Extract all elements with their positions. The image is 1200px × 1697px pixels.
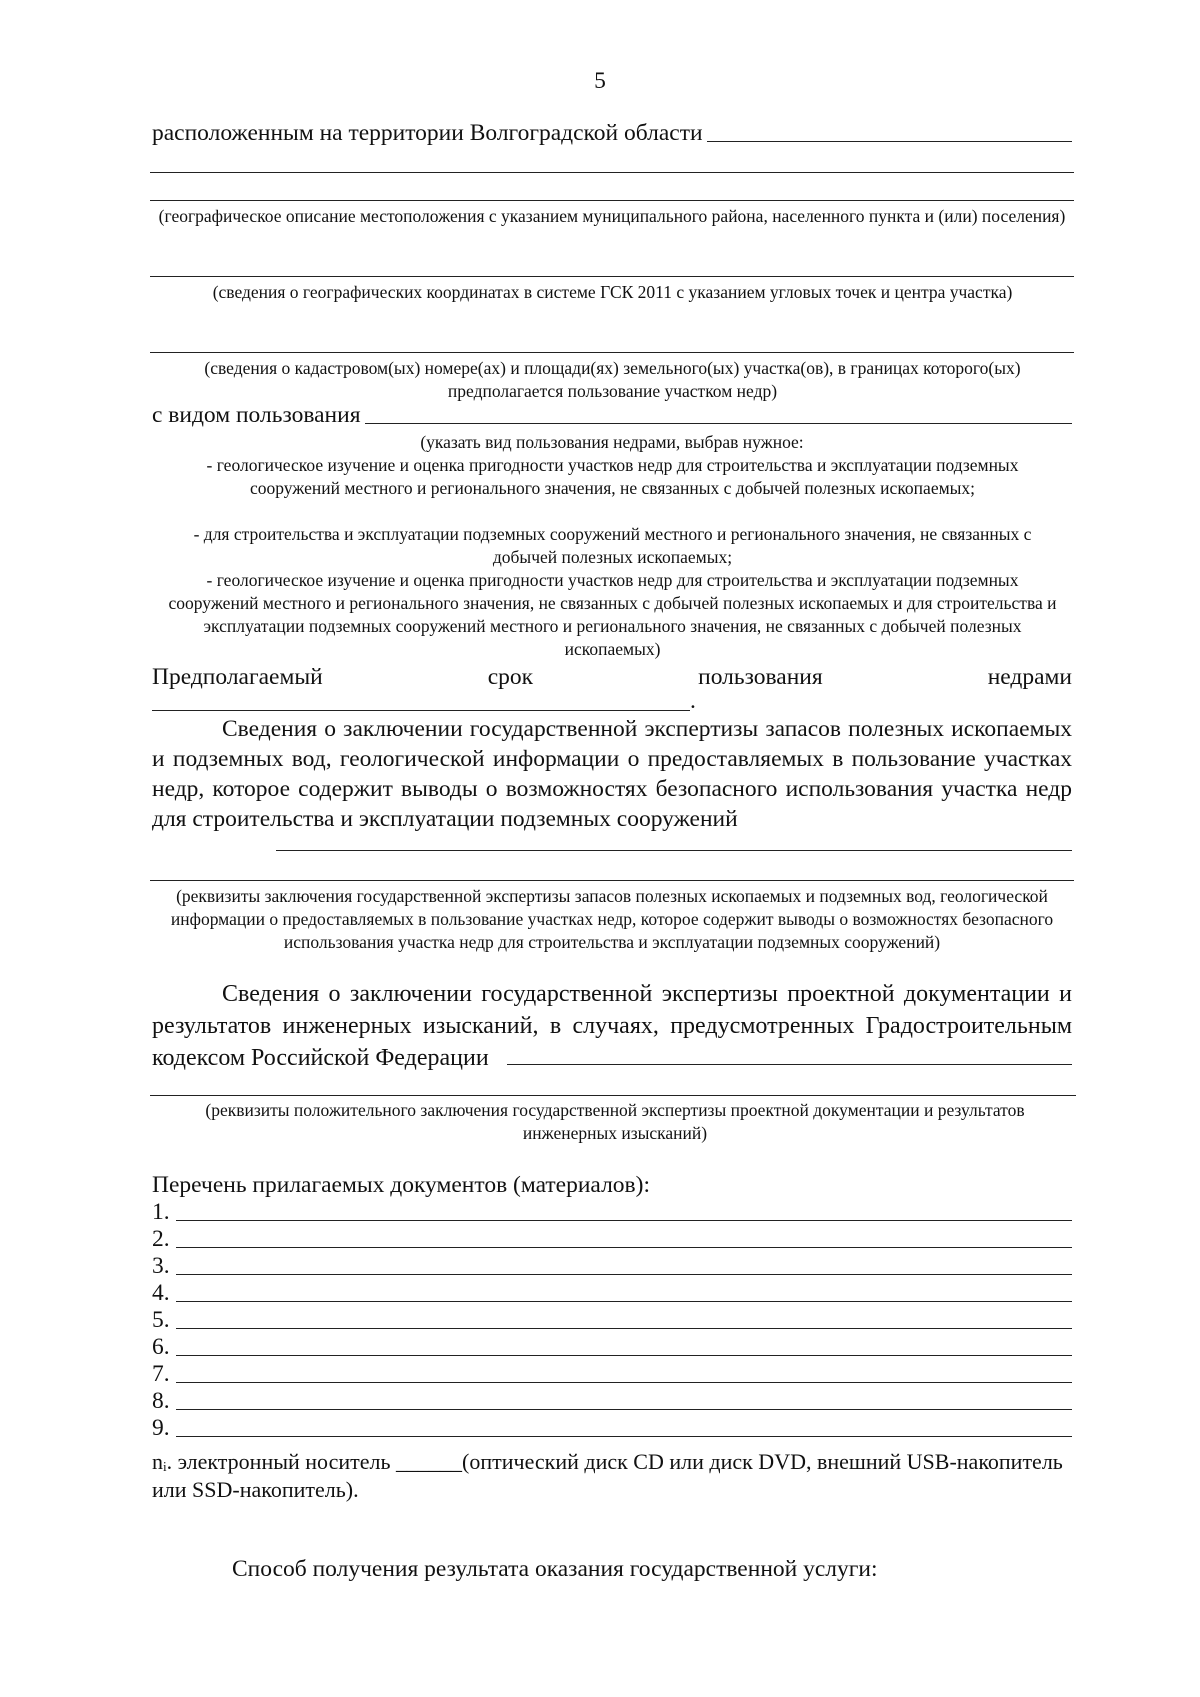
usage-lead: с видом пользования — [152, 402, 361, 428]
expertise-reserves-fill-line[interactable] — [276, 850, 1072, 851]
geo-caption: (географическое описание местоположения с указанием муниципального района, населенного пункта и (или) поселения) — [158, 206, 1066, 226]
document-item-5[interactable] — [152, 1307, 1072, 1334]
usage-option-1: - геологическое изучение и оценка пригодности участков недр для строительства и эксплуатации подземных сооружений местного и регионального значения, не связанных с добычей полезных ископаемых; — [206, 455, 1019, 498]
expertise-project-fill-line[interactable] — [507, 1064, 1072, 1065]
usage-option-3: - геологическое изучение и оценка пригодности участков недр для строительства и эксплуатации подземных сооружений местного и регионального значения, не связанных с добычей полезных ископаемых и для строительства и эксплуатации подземных сооружений местного и регионального значения, не связанных с добычей полезных ископаемых) — [168, 570, 1057, 659]
usage-caption-head: (указать вид пользования недрами, выбрав нужное: — [420, 432, 804, 452]
document-item-6[interactable] — [152, 1334, 1072, 1361]
term-word-2: срок — [487, 664, 534, 690]
usage-option-2: - для строительства и эксплуатации подземных сооружений местного и регионального значения, не связанных с добычей полезных ископаемых; — [193, 524, 1032, 567]
expertise-reserves-caption: (реквизиты заключения государственной экспертизы запасов полезных ископаемых и подземных вод, геологической информации о предоставляемых в пользование участках недр, которое содержит выводы о возможностях безопасного использования участка недр для строительства и эксплуатации подземных сооружений) — [170, 886, 1054, 952]
document-item-line[interactable] — [176, 1247, 1072, 1248]
expertise-reserves-text — [152, 714, 1072, 834]
expertise-project-line-2[interactable] — [150, 1095, 1076, 1096]
term-word-1: Предполагаемый — [152, 664, 323, 690]
document-item-number: 3. — [152, 1253, 170, 1279]
document-item-line[interactable] — [176, 1220, 1072, 1221]
location-lead: расположенным на территории Волгоградской области — [152, 120, 703, 146]
location-line-2[interactable] — [150, 172, 1074, 173]
expertise-reserves-line-2[interactable] — [150, 880, 1074, 881]
coords-line[interactable] — [150, 276, 1074, 277]
page-number: 5 — [594, 68, 606, 94]
expertise-project-caption: (реквизиты положительного заключения государственной экспертизы проектной документации и результатов инженерных изысканий) — [205, 1100, 1025, 1143]
expertise-project-text-content: Сведения о заключении государственной экспертизы проектной документации и результатов инженерных изысканий, в случаях, предусмотренных Градостроительным кодексом Российской Федерации — [152, 981, 1072, 1071]
document-item-9[interactable] — [152, 1415, 1072, 1442]
term-row — [152, 662, 1072, 692]
document-item-number: 4. — [152, 1280, 170, 1306]
result-method-title: Способ получения результата оказания государственной услуги: — [232, 1556, 878, 1582]
document-item-line[interactable] — [176, 1409, 1072, 1410]
document-item-1[interactable] — [152, 1199, 1072, 1226]
document-item-8[interactable] — [152, 1388, 1072, 1415]
location-fill-line[interactable] — [707, 141, 1072, 142]
document-item-3[interactable] — [152, 1253, 1072, 1280]
location-row — [152, 118, 1072, 148]
document-item-line[interactable] — [176, 1382, 1072, 1383]
document-item-line[interactable] — [176, 1274, 1072, 1275]
document-item-number: 7. — [152, 1361, 170, 1387]
document-item-number: 1. — [152, 1199, 170, 1225]
expertise-project-text — [152, 978, 1072, 1074]
term-word-3: пользования — [698, 664, 823, 690]
usage-row — [152, 400, 1072, 430]
document-item-number: 9. — [152, 1415, 170, 1441]
document-item-number: 6. — [152, 1334, 170, 1360]
usage-fill-line[interactable] — [365, 423, 1072, 424]
document-item-7[interactable] — [152, 1361, 1072, 1388]
term-fill-line[interactable] — [152, 710, 690, 711]
document-item-line[interactable] — [176, 1328, 1072, 1329]
document-item-2[interactable] — [152, 1226, 1072, 1253]
cadastral-caption: (сведения о кадастровом(ых) номере(ах) и площади(ях) земельного(ых) участка(ов), в границах которого(ых) предполагается пользование участком недр) — [204, 358, 1021, 401]
document-item-line[interactable] — [176, 1355, 1072, 1356]
location-line-3[interactable] — [150, 200, 1074, 201]
expertise-reserves-text-content: Сведения о заключении государственной экспертизы запасов полезных ископаемых и подземных вод, геологической информации о предоставляемых в пользование участках недр, которое содержит выводы о возможностях безопасного использования участка недр для строительства и эксплуатации подземных сооружений — [152, 716, 1072, 832]
document-item-number: 2. — [152, 1226, 170, 1252]
document-item-number: 5. — [152, 1307, 170, 1333]
coords-caption: (сведения о географических координатах в системе ГСК 2011 с указанием угловых точек и центра участка) — [212, 282, 1013, 302]
document-item-number: 8. — [152, 1388, 170, 1414]
cadastral-line[interactable] — [150, 352, 1074, 353]
document-item-line[interactable] — [176, 1301, 1072, 1302]
electronic-media-text: nᵢ. электронный носитель ______(оптический диск CD или диск DVD, внешний USB-накопитель или SSD-накопитель). — [152, 1449, 1063, 1502]
term-word-4: недрами — [987, 664, 1072, 690]
document-item-line[interactable] — [176, 1436, 1072, 1437]
document-item-4[interactable] — [152, 1280, 1072, 1307]
term-end: . — [690, 688, 696, 714]
documents-title: Перечень прилагаемых документов (материалов): — [152, 1172, 650, 1198]
